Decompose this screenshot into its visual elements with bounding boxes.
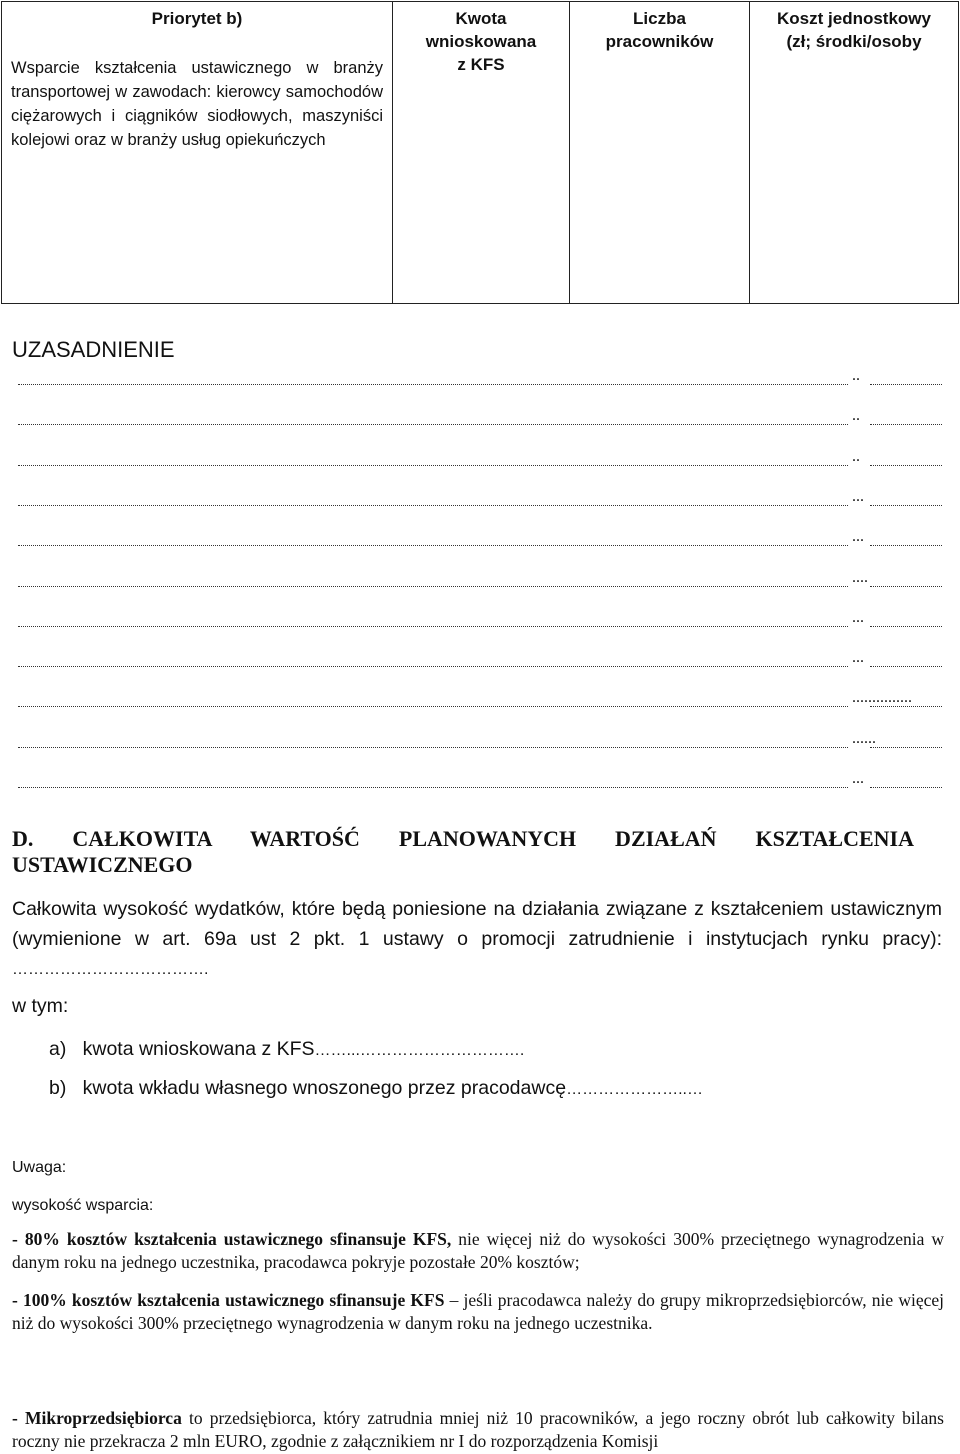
justification-line-end: ... (852, 487, 864, 505)
justification-line-end: ...... (852, 729, 876, 747)
justification-line[interactable] (18, 706, 848, 707)
priority-cell (2, 2, 393, 304)
own-contribution-field[interactable]: …………………..… (566, 1081, 703, 1098)
justification-line[interactable] (18, 626, 848, 627)
justification-title: UZASADNIENIE (12, 337, 175, 362)
item-b: b) kwota wkładu własnego wnoszonego przez pracodawcę…………………..… (49, 1077, 703, 1099)
justification-line-end: ... (852, 528, 864, 546)
justification-line-end: .. (852, 367, 860, 384)
unit-cost-cell[interactable] (750, 2, 959, 304)
justification-line-tail[interactable] (870, 384, 942, 385)
justification-line[interactable] (18, 666, 848, 667)
justification-line-tail[interactable] (870, 586, 942, 587)
justification-line[interactable] (18, 586, 848, 587)
justification-line-end: ............... (852, 689, 912, 707)
kfs-amount-field[interactable]: ……...…………………………. (314, 1042, 525, 1059)
justification-line-end: .... (852, 568, 868, 586)
justification-line-tail[interactable] (870, 787, 942, 788)
justification-line[interactable] (18, 465, 848, 466)
section-d-title: D. CAŁKOWITA WARTOŚĆ PLANOWANYCH DZIAŁAŃ KSZTAŁCENIA USTAWICZNEGO (12, 826, 914, 877)
unit-cost-header: Koszt jednostkowy (zł; środki/osoby (777, 9, 931, 51)
justification-line-tail[interactable] (870, 666, 942, 667)
priority-header: Priorytet b) (151, 9, 243, 28)
amount-cell[interactable] (393, 2, 570, 304)
amount-header: Kwota wnioskowana z KFS (425, 9, 537, 74)
justification-line[interactable] (18, 424, 848, 425)
justification-line-tail[interactable] (870, 747, 942, 748)
justification-line-tail[interactable] (870, 545, 942, 546)
justification-line-end: .. (852, 407, 860, 425)
justification-line-end: ... (852, 770, 864, 787)
employees-header: Liczba pracowników (605, 9, 714, 51)
justification-line-tail[interactable] (870, 465, 942, 466)
justification-line-end: ... (852, 649, 864, 667)
total-amount-field[interactable]: ………………………………. (12, 961, 209, 978)
justification-line-end: .. (852, 447, 860, 465)
section-d-body: Całkowita wysokość wydatków, które będą poniesione na działania związane z kształceniem ustawicznym (wymienione w art. 69a ust 2 pkt. 1 ustawy o promocji zatrudnienie i instytucjach rynku pracy): ………………………………. (12, 898, 942, 978)
justification-line-tail[interactable] (870, 505, 942, 506)
note-uwaga: Uwaga: (12, 1159, 67, 1176)
justification-line[interactable] (18, 505, 848, 506)
priority-table (1, 1, 959, 304)
note-paragraph-100: - 100% kosztów kształcenia ustawicznego sfinansuje KFS – jeśli pracodawca należy do grupy mikroprzedsiębiorców, nie więcej niż do wysokości 300% przeciętnego wynagrodzenia w danym roku na jednego uczestnika. (12, 1290, 944, 1333)
note-paragraph-micro: - Mikroprzedsiębiorca to przedsiębiorca, który zatrudnia mniej niż 10 pracowników, a jego roczny obrót lub całkowity bilans roczny nie przekracza 2 mln EURO, zgodnie z załącznikiem nr I do rozporządzenia Komisji (12, 1408, 944, 1451)
justification-line-tail[interactable] (870, 706, 942, 707)
item-a: a) kwota wnioskowana z KFS……...…………………………. (49, 1038, 525, 1060)
justification-line-tail[interactable] (870, 626, 942, 627)
justification-line[interactable] (18, 545, 848, 546)
note-paragraph-80: - 80% kosztów kształcenia ustawicznego sfinansuje KFS, nie więcej niż do wysokości 300% przeciętnego wynagrodzenia w danym roku na jednego uczestnika, pracodawca pokryje pozostałe 20% kosztów; (12, 1229, 944, 1272)
note-support-level: wysokość wsparcia: (12, 1197, 154, 1214)
employees-cell[interactable] (570, 2, 750, 304)
justification-line-end: ... (852, 608, 864, 626)
justification-line-tail[interactable] (870, 424, 942, 425)
priority-description: Wsparcie kształcenia ustawicznego w branży transportowej w zawodach: kierowcy samochodów ciężarowych i ciągników siodłowych, maszyniści kolejowi oraz w branży usług opiekuńczych (11, 59, 383, 149)
justification-line[interactable] (18, 384, 848, 385)
justification-line[interactable] (18, 747, 848, 748)
w-tym-label: w tym: (12, 995, 69, 1017)
justification-line[interactable] (18, 787, 848, 788)
